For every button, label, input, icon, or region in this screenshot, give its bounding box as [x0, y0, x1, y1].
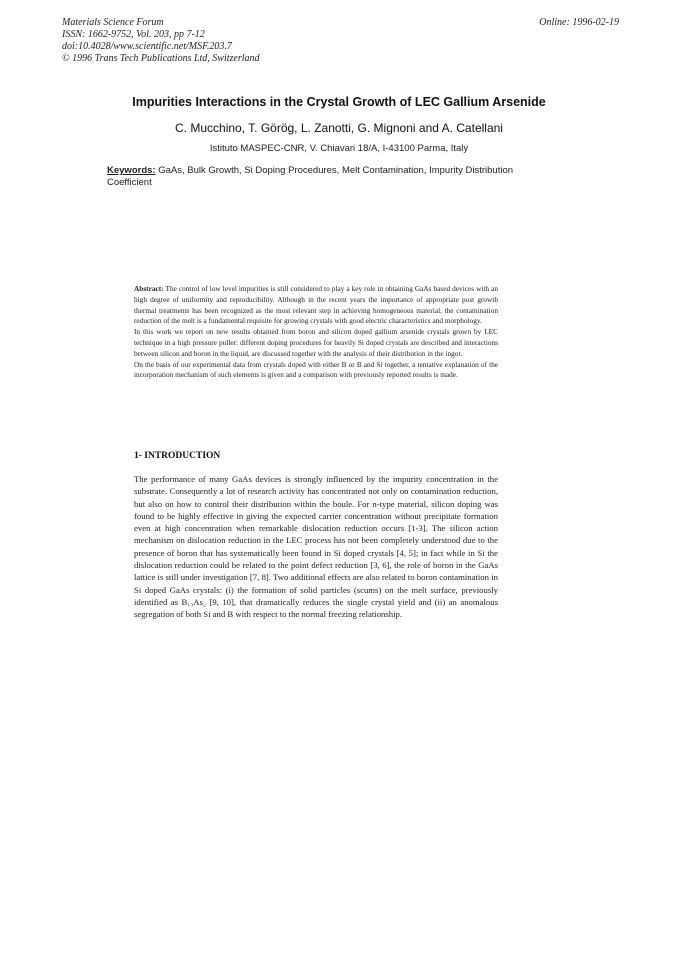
author-list: C. Mucchino, T. Görög, L. Zanotti, G. Mignoni and A. Catellani — [175, 121, 503, 135]
abstract-paragraph — [134, 360, 498, 382]
page-header — [62, 17, 619, 65]
section-heading-introduction: 1- INTRODUCTION — [134, 451, 221, 461]
abstract-text-1: The control of low level impurities is still considered to play a key role in obtaining GaAs based devices with an high degree of uniformity and reproducibility. Although in the recent years the importance of appropriate post growth thermal treatments has been recognized as the most relevant step in achieving homogeneous material, the contamination reduction of the melt is a fundamental requisite for growing crystals with good electric characteristics and morphology. — [134, 284, 498, 326]
publication-info — [62, 17, 619, 65]
abstract-label: Abstract: — [134, 284, 164, 293]
keywords-label: Keywords: — [107, 165, 156, 176]
journal-name: Materials Science Forum — [62, 17, 164, 28]
keywords-block — [107, 165, 557, 189]
abstract-text-3: On the basis of our experimental data from crystals doped with either B or B and Si together, a tentative explanation of the incorporation mechanism of such elements is given and a comparison with previously reported results is made. — [134, 359, 498, 380]
introduction-body — [134, 473, 498, 621]
affiliation: Istituto MASPEC-CNR, V. Chiavari 18/A, I-43100 Parma, Italy — [209, 143, 469, 154]
issn-info: ISSN: 1662-9752, Vol. 203, pp 7-12 — [62, 29, 205, 40]
keywords-list: GaAs, Bulk Growth, Si Doping Procedures, Melt Contamination, Impurity Distribution Coefficient — [107, 165, 514, 188]
copyright-notice: © 1996 Trans Tech Publications Ltd, Switzerland — [62, 53, 260, 64]
doi-link[interactable]: doi:10.4028/www.scientific.net/MSF.203.7 — [62, 41, 232, 52]
introduction-paragraph: The performance of many GaAs devices is strongly influenced by the impurity concentration in the substrate. Consequently a lot of research activity has concentrated not only on contamination reduction, but also on how to control their distribution within the boule. For n-type material, silicon doping was found to be highly effective in giving the expected carrier concentration without precipitate formation even at high concentration when remarkable dislocation reduction occurs [1-3]. The silicon action mechanism on dislocation reduction in the LEC process has not been completely understood due to the presence of boron that has systematically been found in Si doped crystals [4, 5]; in fact while in Si the dislocation reduction could be related to the point defect reduction [3, 6], the role of boron in the GaAs lattice is still under investigation [7, 8]. Two additional effects are also related to boron contamination in Si doped GaAs crystals: (i) the formation of solid particles (scums) on the melt surface, previously identified as B₁₃As₂ [9, 10], that dramatically reduces the single crystal yield and (ii) an anomalous segregation of both Si and B with respect to the normal freezing relationship. — [134, 474, 498, 620]
online-date: Online: 1996-02-19 — [539, 17, 619, 28]
abstract-block — [134, 284, 498, 381]
paper-title: Impurities Interactions in the Crystal Growth of LEC Gallium Arsenide — [132, 95, 546, 109]
abstract-text-2: In this work we report on new results obtained from boron and silicon doped gallium arsenide crystals grown by LEC technique in a high pressure puller: different doping procedures for heavily Si doped crystals are described and interactions between silicon and boron in the liquid, are discussed together with the analysis of their distribution in the ingot. — [134, 327, 498, 358]
abstract-paragraph — [134, 327, 498, 359]
abstract-paragraph — [134, 284, 498, 327]
